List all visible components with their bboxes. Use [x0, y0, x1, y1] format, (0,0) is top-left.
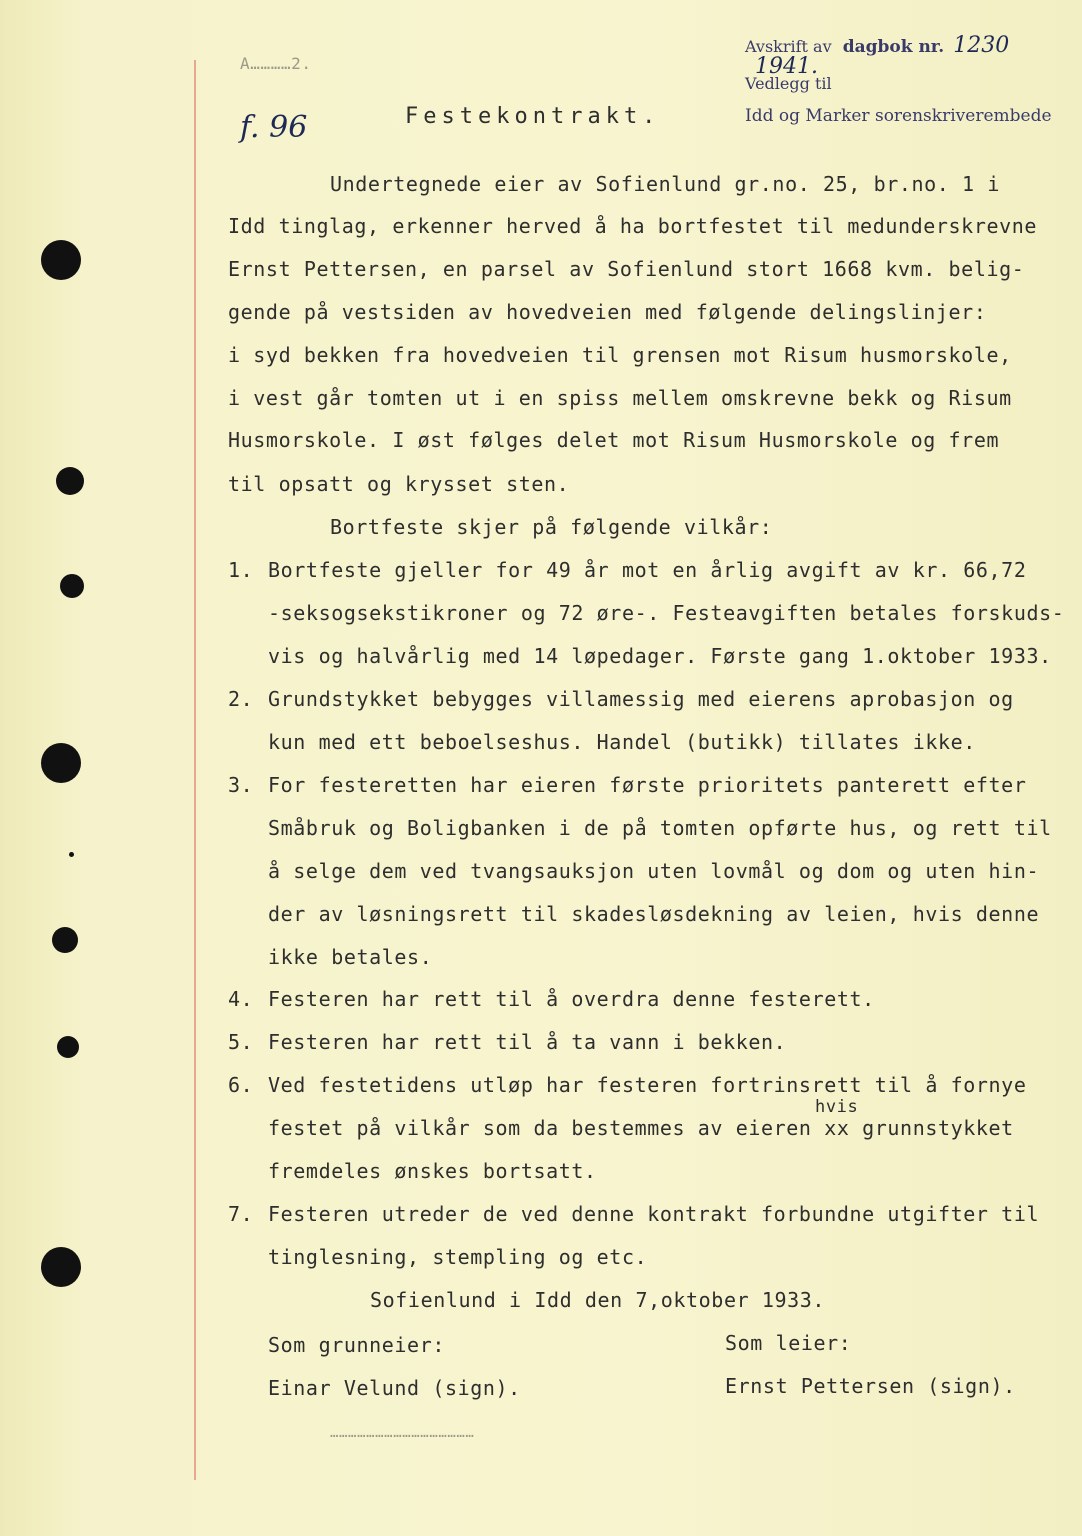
punch-hole	[57, 1036, 79, 1058]
condition-line: festet på vilkår som da bestemmes av eieren xx grunnstykket	[268, 1116, 1014, 1140]
condition-line: Ved festetidens utløp har festeren fortrinsrett til å fornye	[268, 1073, 1027, 1097]
stamp-office: Idd og Marker sorenskriverembede	[745, 106, 1052, 126]
condition-line: Festeren har rett til å overdra denne festerett.	[268, 987, 875, 1011]
intro-line: i syd bekken fra hovedveien til grensen mot Risum husmorskole,	[228, 343, 1012, 367]
condition-number: 4.	[228, 987, 254, 1011]
condition-line: der av løsningsrett til skadesløsdekning av leien, hvis denne	[268, 902, 1040, 926]
punch-hole	[69, 852, 74, 857]
margin-line	[194, 60, 196, 1480]
place-date: Sofienlund i Idd den 7,oktober 1933.	[370, 1288, 826, 1312]
document-title: Festekontrakt.	[405, 104, 661, 129]
intro-line: til opsatt og krysset sten.	[228, 472, 570, 496]
intro-line: gende på vestsiden av hovedveien med følgende delingslinjer:	[228, 300, 987, 324]
intro-line: Idd tinglag, erkenner herved å ha bortfestet til medunderskrevne	[228, 214, 1038, 238]
condition-line: Festeren utreder de ved denne kontrakt forbundne utgifter til	[268, 1202, 1040, 1226]
stamp-number: 1230	[953, 33, 1010, 58]
intro-line: Ernst Pettersen, en parsel av Sofienlund stort 1668 kvm. belig-	[228, 257, 1025, 281]
signature-left-name: Einar Velund (sign).	[268, 1376, 521, 1400]
stamp-year: 1941.	[755, 54, 818, 79]
condition-line: Festeren har rett til å ta vann i bekken.	[268, 1030, 787, 1054]
handwritten-insert: hvis	[815, 1097, 859, 1117]
condition-number: 1.	[228, 558, 254, 582]
condition-line: ikke betales.	[268, 945, 433, 969]
intro-line: Undertegnede eier av Sofienlund gr.no. 25, br.no. 1 i	[330, 172, 1000, 196]
condition-line: For festeretten har eieren første prioritets panterett efter	[268, 773, 1027, 797]
condition-number: 3.	[228, 773, 254, 797]
condition-line: Småbruk og Boligbanken i de på tomten opførte hus, og rett til	[268, 816, 1052, 840]
condition-line: fremdeles ønskes bortsatt.	[268, 1159, 597, 1183]
condition-number: 2.	[228, 687, 254, 711]
intro-line: i vest går tomten ut i en spiss mellem omskrevne bekk og Risum	[228, 386, 1012, 410]
condition-line: kun med ett beboelseshus. Handel (butikk) tillates ikke.	[268, 730, 976, 754]
intro-line: Husmorskole. I øst følges delet mot Risum Husmorskole og frem	[228, 428, 1000, 452]
condition-line: tinglesning, stempling og etc.	[268, 1245, 648, 1269]
bottom-faint-text: …………………………………………	[330, 1425, 475, 1441]
signature-right-role: Som leier:	[725, 1331, 852, 1355]
stamp-dagbok: dagbok nr.	[842, 37, 945, 57]
condition-number: 6.	[228, 1073, 254, 1097]
punch-hole	[41, 240, 81, 280]
conditions-heading: Bortfeste skjer på følgende vilkår:	[330, 515, 773, 539]
punch-hole	[52, 927, 78, 953]
stamp-vedlegg: Vedlegg til	[745, 74, 832, 93]
margin-note: f. 96	[240, 110, 308, 145]
signature-left-role: Som grunneier:	[268, 1333, 445, 1357]
condition-line: Bortfeste gjeller for 49 år mot en årlig avgift av kr. 66,72	[268, 558, 1027, 582]
condition-line: -seksogsekstikroner og 72 øre-. Festeavgiften betales forskuds-	[268, 601, 1065, 625]
signature-right-name: Ernst Pettersen (sign).	[725, 1374, 1016, 1398]
condition-line: vis og halvårlig med 14 løpedager. Første gang 1.oktober 1933.	[268, 644, 1052, 668]
condition-line: å selge dem ved tvangsauksjon uten lovmål og dom og uten hin-	[268, 859, 1040, 883]
punch-hole	[41, 1247, 81, 1287]
punch-hole	[41, 743, 81, 783]
punch-hole	[60, 574, 84, 598]
condition-line: Grundstykket bebygges villamessig med eierens aprobasjon og	[268, 687, 1014, 711]
punch-hole	[56, 467, 84, 495]
stamp-avskrift: Avskrift av	[745, 37, 832, 56]
registry-stamp	[745, 33, 1065, 126]
condition-number: 7.	[228, 1202, 254, 1226]
condition-number: 5.	[228, 1030, 254, 1054]
top-left-faint-text: A…………2.	[240, 54, 312, 73]
